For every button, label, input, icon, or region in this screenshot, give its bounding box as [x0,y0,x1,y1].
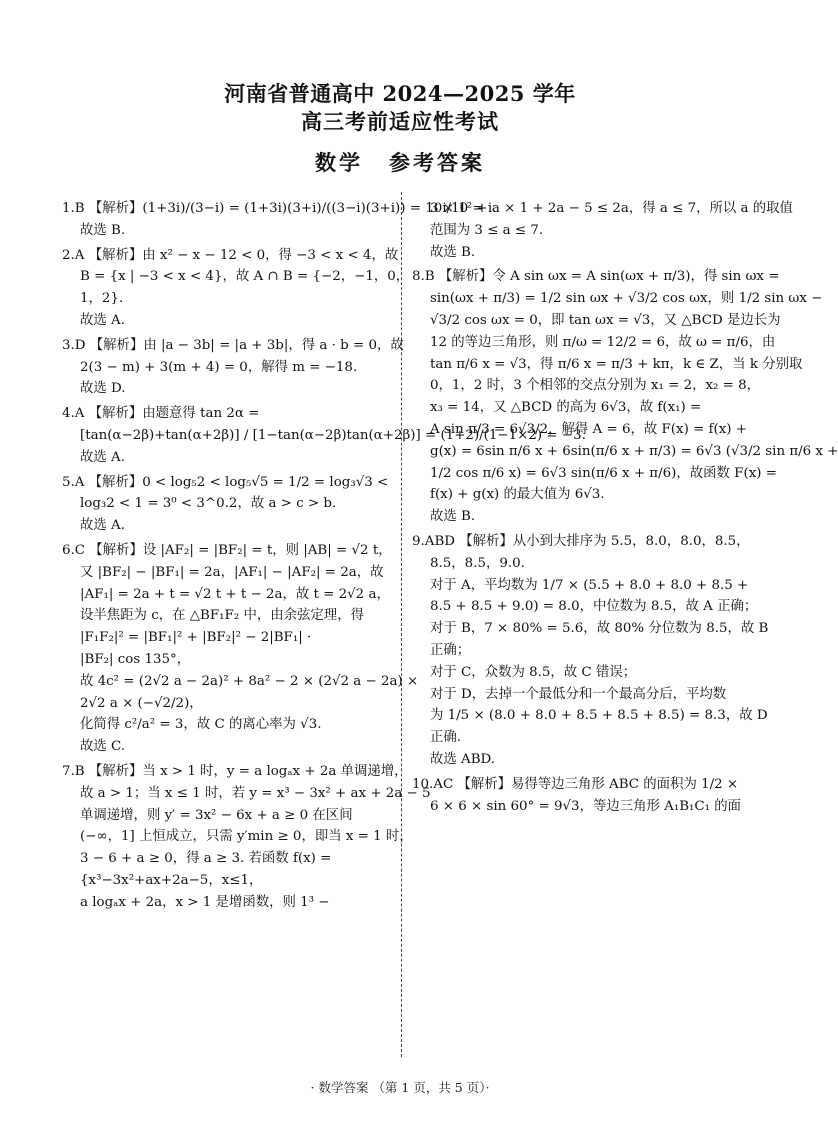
answer-text: tan π/6 x = √3，得 π/6 x = π/3 + kπ，k ∈ Z，当 k 分别取 [430,356,803,372]
answer-item [412,774,742,818]
answer-text: 8.5，8.5，9.0. [430,555,525,571]
answer-text: 故 4c² = (2√2 a − 2a)² + 8a² − 2 × (2√2 a − 2a) × [80,673,419,689]
answer-text: 故 a > 1；当 x ≤ 1 时，若 y = x³ − 3x² + ax + 2a − 5 [80,785,431,801]
answer-text: 【解析】设 |AF₂| = |BF₂| = t，则 |AB| = √2 t， [89,542,392,558]
answer-text: 0，1，2 时，3 个相邻的交点分别为 x₁ = 2，x₂ = 8， [430,378,761,394]
answer-line [62,783,431,805]
exam-header-line2: 高三考前适应性考试 [301,109,499,134]
answer-text: 2(3 − m) + 3(m + 4) = 0，解得 m = −18. [80,359,358,375]
answer-line [62,584,390,606]
answer-line [412,332,776,354]
answer-text: 【解析】由 |a − 3b| = |a + 3b|，得 a · b = 0，故 [89,337,404,353]
question-number: 8.B [412,269,439,285]
question-number: 10.AC [412,776,458,792]
answer-line [62,493,382,515]
answer-line [412,266,780,288]
answer-line [62,761,408,783]
answer-line [62,627,382,649]
answer-line [62,472,389,494]
answer-line [62,266,410,288]
answer-line [412,397,742,419]
answer-text: 又 |BF₂| − |BF₁| = 2a，|AF₁| − |AF₂| = 2a，故 [80,564,384,580]
question-number: 3.D [62,337,90,353]
answer-text: 3 × 1² + a × 1 + 2a − 5 ≤ 2a，得 a ≤ 7，所以 a 的取值 [430,201,793,216]
answer-text: 对于 C，众数为 8.5，故 C 错误； [430,664,637,680]
answer-text: {x³−3x²+ax+2a−5，x≤1， [80,872,263,888]
answer-text: 故选 C. [80,739,126,755]
answer-line [62,378,382,400]
answer-line [412,749,742,771]
answer-text: 【解析】当 x > 1 时，y = a logₐx + 2a 单调递增， [88,763,408,779]
question-number: 1.B [62,201,89,216]
answer-line [62,562,382,584]
answer-text: 【解析】由题意得 tan 2α = [88,406,260,422]
answer-text: √3/2 cos ωx = 0，即 tan ωx = √3，又 △BCD 是边长为 [430,312,781,328]
answer-text: 【解析】易得等边三角形 ABC 的面积为 1/2 × [457,776,739,792]
answer-text: |F₁F₂|² = |BF₁|² + |BF₂|² − 2|BF₁| · [80,630,312,646]
answer-line [62,245,399,267]
answer-line [62,736,382,758]
answer-line [412,684,742,706]
answer-text: f(x) + g(x) 的最大值为 6√3. [430,487,605,503]
answer-text: sin(ωx + π/3) = 1/2 sin ωx + √3/2 cos ωx，则 1/2 sin ωx − [430,291,823,307]
doc-type-label: 参考答案 [389,150,485,175]
answer-line [62,605,382,627]
answer-text: 正确. [430,730,462,746]
answer-line [412,441,838,463]
answer-text: 故选 A. [80,518,125,534]
answer-line [412,553,742,575]
answer-text: log₃2 < 1 = 3⁰ < 3^0.2，故 a > c > b. [80,496,337,512]
answer-text: 1/2 cos π/6 x) = 6√3 sin(π/6 x + π/6)，故函数 F(x) = [430,465,777,481]
answer-line [62,870,382,892]
answer-text: A sin π/3 = 6√3/2，解得 A = 6，故 F(x) = f(x) + [430,421,747,437]
answer-item [62,403,586,468]
column-divider [401,192,402,1057]
question-number: 6.C [62,542,90,558]
answer-text: 【解析】(1+3i)/(3−i) = (1+3i)(3+i)/((3−i)(3+i)) = 10i/10 = i. [88,201,497,216]
answer-line [412,484,742,506]
subject-label: 数学 [315,150,363,175]
answer-line [412,705,768,727]
answer-text: 化简得 c²/a² = 3，故 C 的离心率为 √3. [80,717,322,733]
answer-text: 对于 D，去掉一个最低分和一个最高分后，平均数 [430,686,727,702]
answer-text: |AF₁| = 2a + t = √2 t + t − 2a，故 t = 2√2 a， [80,586,390,602]
answer-line [412,354,803,376]
answer-line [412,375,761,397]
answer-line [62,288,382,310]
answer-line [62,198,497,220]
question-number: 9.ABD [412,533,460,549]
answer-line [412,618,769,640]
answer-text: 2√2 a × (−√2/2)， [80,695,203,711]
answer-item [412,198,793,263]
answer-line [412,596,758,618]
answer-text: 对于 A，平均数为 1/7 × (5.5 + 8.0 + 8.0 + 8.5 + [430,577,749,593]
answer-line [62,335,404,357]
answer-line [412,463,777,485]
answer-item [62,540,419,758]
answer-text: 为 1/5 × (8.0 + 8.0 + 8.5 + 8.5 + 8.5) = 8.3，故 D [430,708,768,724]
answer-line [412,506,742,528]
answer-text: 故选 B. [430,244,476,260]
answer-text: 范围为 3 ≤ a ≤ 7. [430,222,544,238]
answer-line [62,447,382,469]
answer-line [62,671,419,693]
right-column [412,198,838,820]
answer-line [412,796,742,818]
answer-line [62,425,586,447]
answer-text: 故选 D. [80,381,126,397]
question-number: 5.A [62,474,89,490]
answer-line [412,310,781,332]
answer-line [412,640,742,662]
answer-line [412,419,747,441]
answer-text: 正确； [430,642,471,658]
answer-item [412,531,769,771]
answer-line [62,403,382,425]
answer-text: [tan(α−2β)+tan(α+2β)] / [1−tan(α−2β)tan(α+2β)] = (1+2)/(1−1×2) = −3. [80,427,586,443]
page-footer: · 数学答案 （第 1 页，共 5 页）· [310,1080,490,1095]
answer-text: a logₐx + 2a，x > 1 是增函数，则 1³ − [80,894,330,910]
answer-text: 6 × 6 × sin 60° = 9√3，等边三角形 A₁B₁C₁ 的面 [430,798,742,814]
answer-item [62,761,431,914]
answer-text: 【解析】从小到大排序为 5.5，8.0，8.0，8.5， [459,533,750,549]
answer-line [62,540,392,562]
question-number: 4.A [62,406,89,422]
answer-line [412,575,749,597]
answer-line [412,727,742,749]
answer-line [412,242,742,264]
answer-text: 【解析】由 x² − x − 12 < 0，得 −3 < x < 4，故 [88,247,399,263]
answer-item [62,335,404,400]
answer-text: 1，2}. [80,291,124,307]
answer-text: 设半焦距为 c，在 △BF₁F₂ 中，由余弦定理，得 [80,608,364,624]
document-title [0,147,800,177]
answer-text: 故选 A. [80,449,125,465]
answer-line [412,774,742,796]
answer-line [62,357,382,379]
answer-text: |BF₂| cos 135°， [80,651,191,667]
answer-line [62,805,382,827]
answer-line [62,220,382,242]
answer-text: 【解析】令 A sin ωx = A sin(ωx + π/3)，得 sin ωx = [438,269,780,285]
question-number: 2.A [62,247,89,263]
answer-line [62,714,382,736]
answer-line [62,826,413,848]
answer-line [62,310,382,332]
answer-text: (−∞，1] 上恒成立，只需 y′min ≥ 0，即当 x = 1 时， [80,829,413,845]
answer-text: 故选 B. [430,509,476,525]
answer-line [62,515,382,537]
answer-line [412,662,742,684]
answer-text: 单调递增，则 y′ = 3x² − 6x + a ≥ 0 在区间 [80,807,353,823]
answer-line [62,848,382,870]
answer-text: 故选 B. [80,222,126,238]
answer-item [62,245,410,332]
answer-text: 8.5 + 8.5 + 9.0) = 8.0，中位数为 8.5，故 A 正确； [430,599,758,615]
answer-item [412,266,838,528]
answer-line [412,198,793,220]
answer-line [62,649,382,671]
answer-line [62,693,382,715]
answer-text: g(x) = 6sin π/6 x + 6sin(π/6 x + π/3) = 6√3 (√3/2 sin π/6 x + [430,443,838,459]
question-number: 7.B [62,763,89,779]
answer-line [62,892,382,914]
answer-line [412,288,823,310]
answer-text: B = {x | −3 < x < 4}，故 A ∩ B = {−2，−1，0， [80,269,410,285]
answer-text: 3 − 6 + a ≥ 0，得 a ≥ 3. 若函数 f(x) = [80,851,332,867]
answer-text: x₃ = 14，又 △BCD 的高为 6√3，故 f(x₁) = [430,400,702,416]
answer-text: 故选 A. [80,312,125,328]
answer-line [412,220,742,242]
exam-header-line1: 河南省普通高中 2024—2025 学年 [224,81,576,106]
answer-line [412,531,750,553]
answer-item [62,472,389,537]
answer-text: 12 的等边三角形，则 π/ω = 12/2 = 6，故 ω = π/6，由 [430,334,776,350]
answer-text: 对于 B，7 × 80% = 5.6，故 80% 分位数为 8.5，故 B [430,621,769,637]
answer-text: 故选 ABD. [430,751,496,767]
answer-text: 【解析】0 < log₅2 < log₅√5 = 1/2 = log₃√3 < [88,474,389,490]
